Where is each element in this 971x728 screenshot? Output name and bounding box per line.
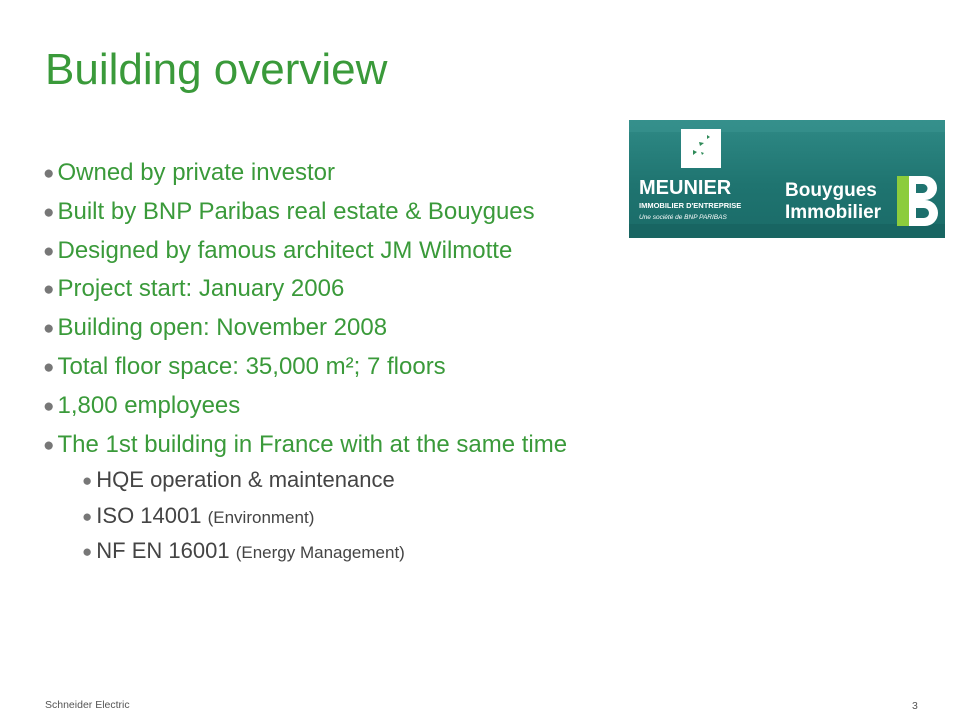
bullet-item (43, 426, 567, 465)
sub-bullet-note: (Energy Management) (235, 543, 405, 562)
sub-bullet-item (82, 498, 405, 534)
logo-art (629, 120, 945, 238)
bullet-dot-icon: ● (82, 471, 93, 490)
bullet-dot-icon: ● (43, 434, 55, 456)
bullet-dot-icon: ● (43, 395, 55, 417)
partner-logos-image (629, 120, 945, 238)
bouygues-line1: Bouygues (785, 180, 877, 201)
bullet-item (43, 193, 567, 232)
sub-bullet-list (82, 462, 405, 569)
meunier-subline: Une société de BNP PARIBAS (639, 214, 727, 221)
bullet-text: Built by BNP Paribas real estate & Bouygues (57, 197, 535, 225)
bullet-list (43, 154, 567, 464)
bullet-dot-icon: ● (43, 279, 55, 301)
page-number: 3 (912, 700, 918, 712)
footer-company: Schneider Electric (45, 699, 130, 711)
meunier-tagline: IMMOBILIER D'ENTREPRISE (639, 201, 742, 210)
sub-bullet-text: ISO 14001 (96, 502, 202, 528)
bullet-dot-icon: ● (43, 318, 55, 340)
bullet-text: Total floor space: 35,000 m²; 7 floors (57, 352, 446, 380)
slide-title: Building overview (45, 45, 388, 94)
bullet-dot-icon: ● (82, 506, 93, 526)
bullet-dot-icon: ● (43, 356, 55, 378)
bullet-text: Building open: November 2008 (57, 314, 388, 342)
sub-bullet-text: HQE operation & maintenance (96, 467, 395, 492)
bullet-text: Designed by famous architect JM Wilmotte (57, 236, 513, 264)
bullet-text: 1,800 employees (57, 391, 241, 419)
bullet-dot-icon: ● (82, 542, 93, 561)
bullet-item (43, 387, 567, 426)
bnp-stars-icon (681, 129, 721, 168)
bullet-item (43, 232, 567, 271)
bullet-dot-icon: ● (43, 163, 55, 184)
bullet-item (43, 309, 567, 348)
bullet-item (43, 154, 567, 193)
bullet-dot-icon: ● (43, 201, 55, 223)
bullet-text: Owned by private investor (57, 159, 335, 186)
bullet-item (43, 270, 567, 309)
bouygues-line2: Immobilier (785, 202, 882, 223)
bullet-item (43, 348, 567, 387)
bullet-dot-icon: ● (43, 240, 55, 262)
bullet-text: Project start: January 2006 (57, 275, 345, 303)
bullet-text: The 1st building in France with at the same time (57, 430, 568, 458)
meunier-name: MEUNIER (639, 177, 732, 199)
sub-bullet-item (82, 462, 405, 498)
sub-bullet-note: (Environment) (207, 507, 315, 527)
sub-bullet-text: NF EN 16001 (96, 538, 230, 563)
sub-bullet-item (82, 533, 405, 569)
bouygues-b-icon (897, 176, 938, 226)
